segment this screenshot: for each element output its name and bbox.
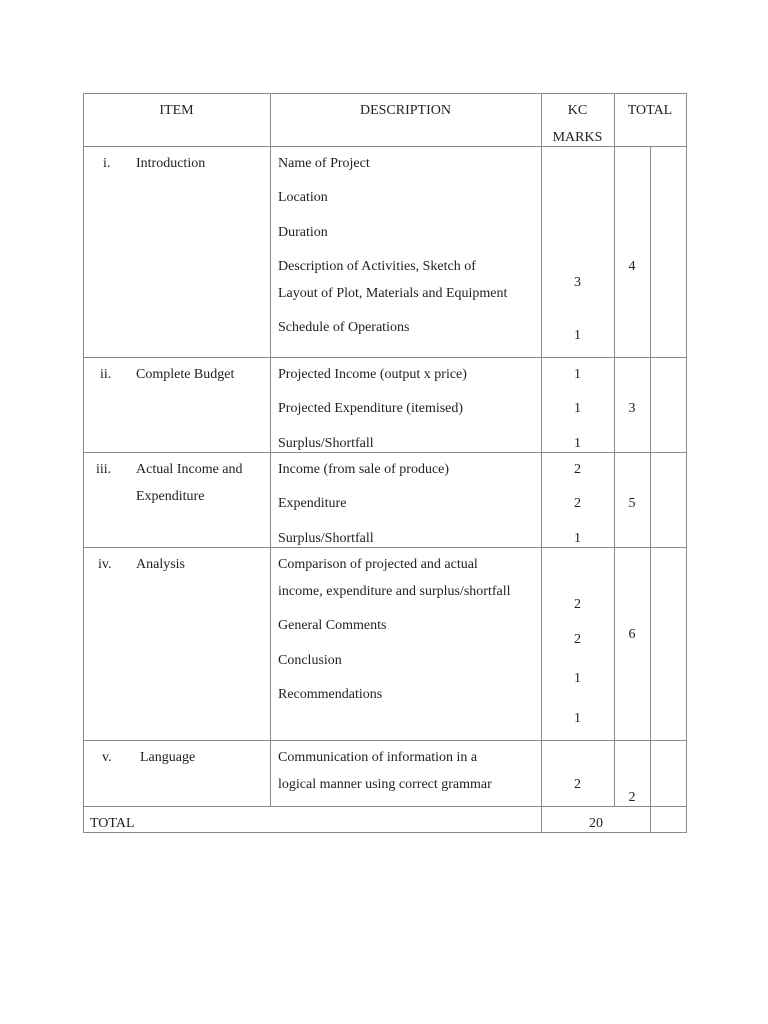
table-border-bottom <box>83 832 687 833</box>
table-border-top <box>83 93 687 94</box>
row-divider <box>83 740 687 741</box>
row-description: Layout of Plot, Materials and Equipment <box>278 286 508 301</box>
row-divider <box>83 806 687 807</box>
row-total: 3 <box>628 401 636 416</box>
row-description: Description of Activities, Sketch of <box>278 259 476 274</box>
row-kc-mark: 1 <box>574 328 581 343</box>
row-description: Schedule of Operations <box>278 320 410 335</box>
row-description: Conclusion <box>278 653 342 668</box>
row-description: Location <box>278 190 328 205</box>
row-kc-mark: 1 <box>574 711 581 726</box>
row-description: Surplus/Shortfall <box>278 436 374 451</box>
row-kc-mark: 3 <box>574 275 581 290</box>
header-total: TOTAL <box>627 103 673 118</box>
row-total: 2 <box>628 790 636 805</box>
row-total: 4 <box>628 259 636 274</box>
header-divider <box>83 146 687 147</box>
row-description: Recommendations <box>278 687 383 702</box>
row-kc-mark: 1 <box>574 531 581 546</box>
row-item: Language <box>140 750 196 765</box>
column-divider-item <box>270 93 271 807</box>
header-kc-marks: KC <box>567 103 588 118</box>
row-kc-mark: 2 <box>574 777 581 792</box>
row-total: 5 <box>628 496 636 511</box>
row-kc-mark: 2 <box>574 462 581 477</box>
row-description: Comparison of projected and actual <box>278 557 478 572</box>
footer-total-label: TOTAL <box>90 816 135 831</box>
row-item: Actual Income and <box>136 462 243 477</box>
row-description: Communication of information in a <box>278 750 478 765</box>
column-divider-total-inner <box>650 146 651 833</box>
row-description: logical manner using correct grammar <box>278 777 492 792</box>
row-numeral: v. <box>102 750 112 765</box>
row-numeral: iii. <box>96 462 112 477</box>
row-description: Projected Income (output x price) <box>278 367 467 382</box>
row-numeral: ii. <box>100 367 112 382</box>
table-border-right <box>686 93 687 833</box>
table-border-left <box>83 93 84 833</box>
header-description: DESCRIPTION <box>359 103 451 118</box>
row-kc-mark: 1 <box>574 436 581 451</box>
row-numeral: iv. <box>98 557 112 572</box>
row-description: income, expenditure and surplus/shortfall <box>278 584 511 599</box>
row-description: General Comments <box>278 618 387 633</box>
row-description: Name of Project <box>278 156 370 171</box>
row-item: Expenditure <box>136 489 205 504</box>
row-description: Duration <box>278 225 328 240</box>
header-item: ITEM <box>159 103 194 118</box>
row-kc-mark: 1 <box>574 671 581 686</box>
row-description: Income (from sale of produce) <box>278 462 450 477</box>
row-divider <box>83 452 687 453</box>
row-kc-mark: 1 <box>574 401 581 416</box>
row-divider <box>83 357 687 358</box>
header-kc-marks: MARKS <box>552 130 603 145</box>
row-kc-mark: 2 <box>574 496 581 511</box>
row-item: Complete Budget <box>136 367 235 382</box>
row-description: Expenditure <box>278 496 347 511</box>
row-item: Introduction <box>136 156 206 171</box>
row-kc-mark: 2 <box>574 597 581 612</box>
row-divider <box>83 547 687 548</box>
row-description: Projected Expenditure (itemised) <box>278 401 464 416</box>
row-item: Analysis <box>136 557 185 572</box>
row-kc-mark: 2 <box>574 632 581 647</box>
row-numeral: i. <box>103 156 111 171</box>
column-divider-kc <box>614 93 615 807</box>
row-kc-mark: 1 <box>574 367 581 382</box>
footer-total-value: 20 <box>589 816 603 831</box>
row-description: Surplus/Shortfall <box>278 531 374 546</box>
row-total: 6 <box>628 627 636 642</box>
